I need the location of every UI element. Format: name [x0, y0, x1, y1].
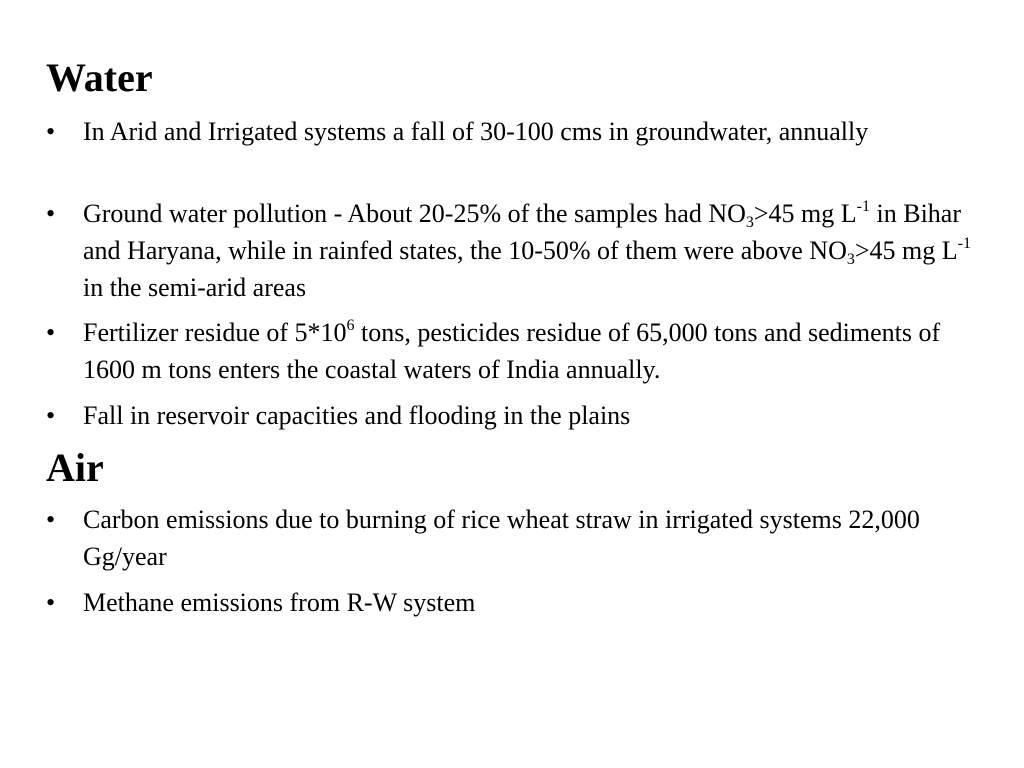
water-heading: Water [46, 55, 153, 100]
water-bullet-reservoir [46, 397, 976, 434]
air-bullet-carbon-emissions [46, 501, 976, 575]
text-run: >45 mg L [854, 236, 958, 265]
superscript: 6 [346, 317, 355, 334]
water-bullet-fertilizer-residue [46, 314, 976, 388]
text-run: Fertilizer residue of 5*10 [83, 318, 347, 347]
text-run: >45 mg L [753, 199, 857, 228]
bullet-text [83, 195, 976, 306]
bullet-marker: • [46, 318, 56, 347]
bullet-marker: • [46, 199, 56, 228]
bullet-marker: • [46, 588, 56, 617]
text-run: tons, pesticides residue of 65,000 tons and sediments of 1600 m tons enters the coastal waters of India annually. [83, 318, 941, 384]
superscript: -1 [957, 235, 971, 252]
text-run: in the semi-arid areas [83, 273, 307, 302]
water-bullet-groundwater-fall [46, 113, 976, 150]
bullet-marker: • [46, 117, 56, 146]
superscript: -1 [856, 198, 870, 215]
air-heading: Air [46, 445, 104, 490]
subscript: 3 [745, 214, 754, 231]
water-bullet-groundwater-pollution [46, 195, 976, 306]
text-run: Ground water pollution - About 20-25% of the samples had NO [83, 199, 746, 228]
bullet-text [83, 314, 976, 388]
bullet-text: Fall in reservoir capacities and flooding in the plains [83, 401, 631, 430]
bullet-marker: • [46, 401, 56, 430]
bullet-text: Carbon emissions due to burning of rice wheat straw in irrigated systems 22,000 Gg/year [83, 505, 920, 571]
bullet-marker: • [46, 505, 56, 534]
bullet-text: In Arid and Irrigated systems a fall of 30-100 cms in groundwater, annually [83, 117, 869, 146]
air-bullet-methane-emissions [46, 584, 976, 621]
text-run: in Bihar and Haryana, while in rainfed states, the 10-50% of them were above NO [83, 199, 961, 265]
bullet-text: Methane emissions from R-W system [83, 588, 476, 617]
subscript: 3 [846, 251, 855, 268]
